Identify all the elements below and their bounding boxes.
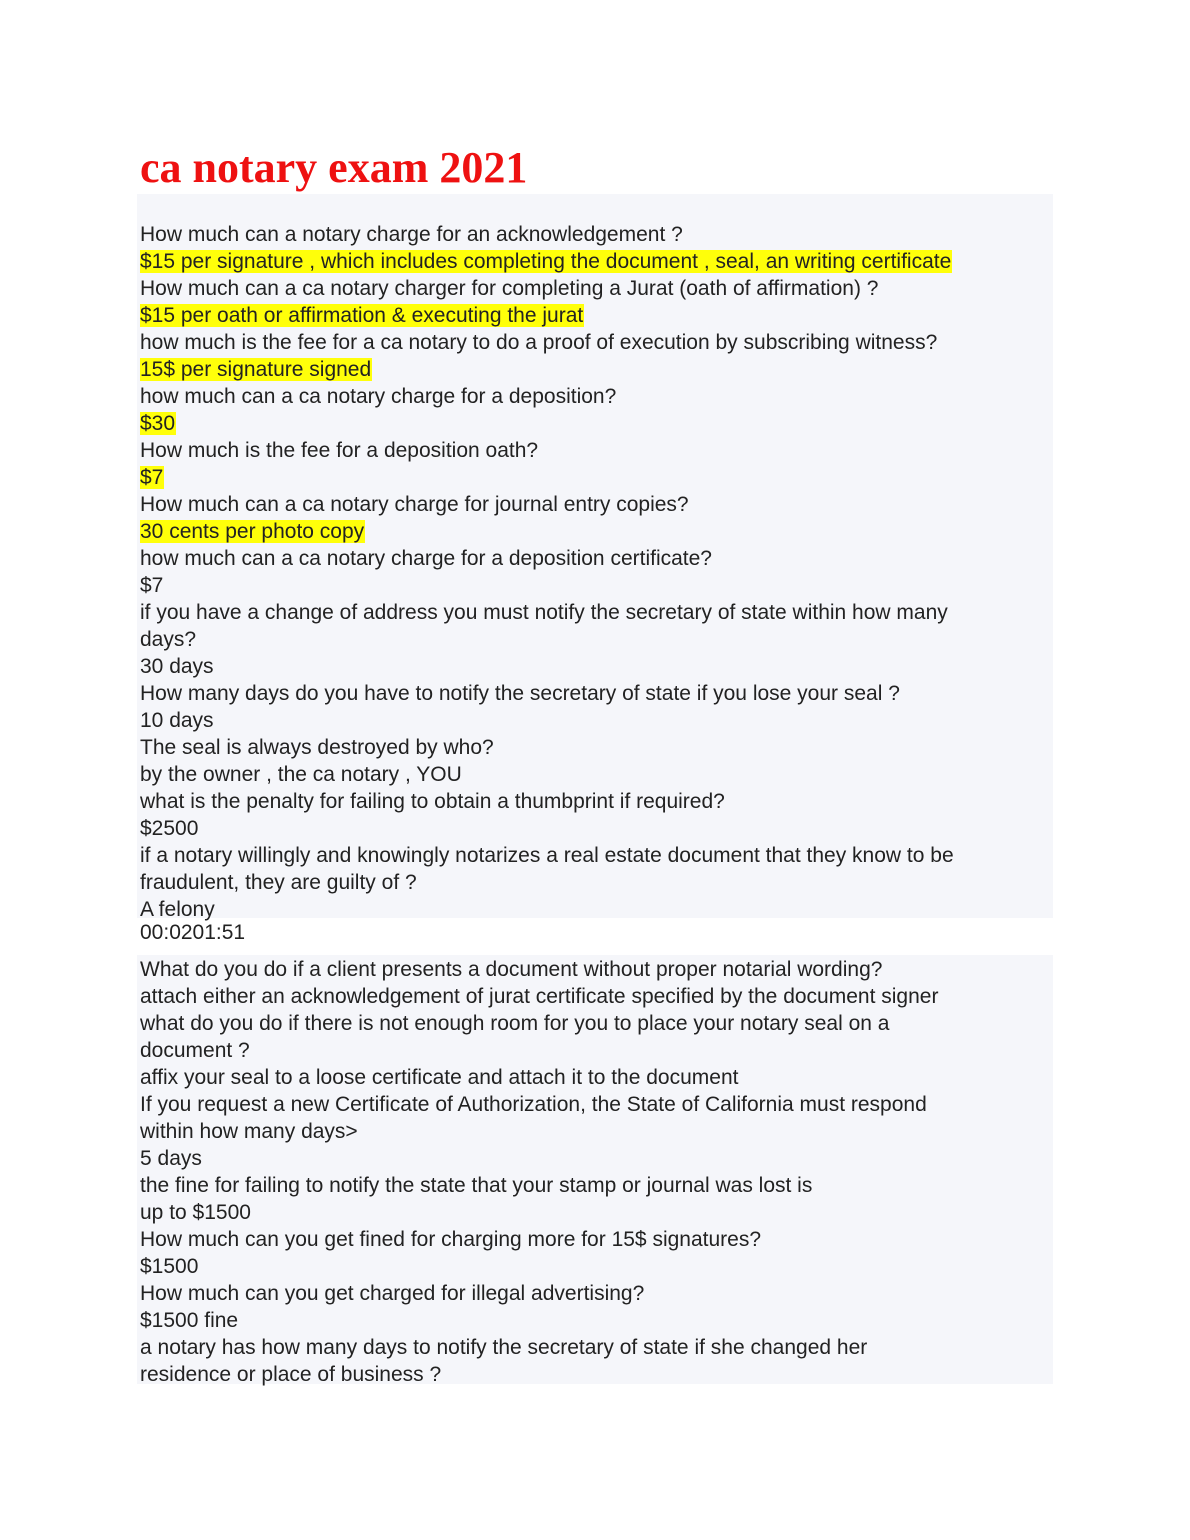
- line-text: if a notary willingly and knowingly notarizes a real estate document that they know to be: [140, 844, 954, 867]
- answer-line: [140, 248, 1052, 275]
- flashcard-lines-2: [140, 956, 1052, 1388]
- text-line: [140, 491, 1052, 518]
- line-text: how much can a ca notary charge for a deposition certificate?: [140, 547, 712, 570]
- line-text: How much can a ca notary charger for completing a Jurat (oath of affirmation) ?: [140, 277, 879, 300]
- line-text: 5 days: [140, 1147, 202, 1170]
- text-line: [140, 788, 1052, 815]
- line-text: what do you do if there is not enough room for you to place your notary seal on a: [140, 1012, 890, 1035]
- text-line: [140, 626, 1052, 653]
- text-line: [140, 869, 1052, 896]
- line-text: 10 days: [140, 709, 214, 732]
- text-line: [140, 1307, 1052, 1334]
- line-text: days?: [140, 628, 197, 651]
- text-line: [140, 956, 1052, 983]
- line-text: If you request a new Certificate of Authorization, the State of California must respond: [140, 1093, 927, 1116]
- text-line: [140, 653, 1052, 680]
- text-line: [140, 707, 1052, 734]
- text-line: [140, 599, 1052, 626]
- line-text: 30 days: [140, 655, 214, 678]
- document-title: ca notary exam 2021: [140, 143, 528, 192]
- text-line: [140, 275, 1052, 302]
- line-text: document ?: [140, 1039, 250, 1062]
- text-line: [140, 1199, 1052, 1226]
- line-text: fraudulent, they are guilty of ?: [140, 871, 417, 894]
- text-line: [140, 572, 1052, 599]
- answer-line: [140, 302, 1052, 329]
- answer-line: [140, 356, 1052, 383]
- text-line: [140, 1064, 1052, 1091]
- text-line: [140, 1253, 1052, 1280]
- line-text: within how many days>: [140, 1120, 358, 1143]
- line-text: what is the penalty for failing to obtain a thumbprint if required?: [140, 790, 725, 813]
- line-text: up to $1500: [140, 1201, 251, 1224]
- line-text: $1500 fine: [140, 1309, 239, 1332]
- line-text: attach either an acknowledgement of jurat certificate specified by the document signer: [140, 985, 939, 1008]
- line-text: What do you do if a client presents a document without proper notarial wording?: [140, 958, 883, 981]
- text-line: [140, 329, 1052, 356]
- line-text: how much is the fee for a ca notary to do a proof of execution by subscribing witness?: [140, 331, 938, 354]
- line-text: How much is the fee for a deposition oath?: [140, 439, 539, 462]
- text-line: [140, 896, 1052, 923]
- text-line: [140, 761, 1052, 788]
- line-text: How many days do you have to notify the secretary of state if you lose your seal ?: [140, 682, 900, 705]
- line-text: how much can a ca notary charge for a deposition?: [140, 385, 617, 408]
- line-text: How much can a notary charge for an acknowledgement ?: [140, 223, 683, 246]
- text-line: [140, 1280, 1052, 1307]
- text-line: [140, 680, 1052, 707]
- line-text: by the owner , the ca notary , YOU: [140, 763, 462, 786]
- text-line: [140, 221, 1052, 248]
- line-text: the fine for failing to notify the state that your stamp or journal was lost is: [140, 1174, 813, 1197]
- flashcard-lines-1: [140, 221, 1052, 923]
- line-text: How much can a ca notary charge for journal entry copies?: [140, 493, 689, 516]
- highlighted-answer: $15 per signature , which includes completing the document , seal, an writing certificate: [140, 250, 952, 273]
- text-line: [140, 1010, 1052, 1037]
- text-line: [140, 545, 1052, 572]
- text-line: [140, 437, 1052, 464]
- text-line: [140, 1361, 1052, 1388]
- highlighted-answer: $30: [140, 412, 176, 435]
- line-text: $2500: [140, 817, 199, 840]
- line-text: if you have a change of address you must notify the secretary of state within how many: [140, 601, 948, 624]
- text-line: [140, 1145, 1052, 1172]
- highlighted-answer: 30 cents per photo copy: [140, 520, 365, 543]
- line-text: A felony: [140, 898, 215, 921]
- line-text: a notary has how many days to notify the secretary of state if she changed her: [140, 1336, 868, 1359]
- line-text: residence or place of business ?: [140, 1363, 442, 1386]
- text-line: [140, 815, 1052, 842]
- answer-line: [140, 410, 1052, 437]
- text-line: [140, 1226, 1052, 1253]
- line-text: $7: [140, 574, 164, 597]
- highlighted-answer: $7: [140, 466, 164, 489]
- text-line: [140, 983, 1052, 1010]
- highlighted-answer: 15$ per signature signed: [140, 358, 372, 381]
- line-text: affix your seal to a loose certificate and attach it to the document: [140, 1066, 739, 1089]
- text-line: [140, 1091, 1052, 1118]
- text-line: [140, 842, 1052, 869]
- text-line: [140, 1118, 1052, 1145]
- text-line: [140, 1172, 1052, 1199]
- highlighted-answer: $15 per oath or affirmation & executing the jurat: [140, 304, 584, 327]
- answer-line: [140, 464, 1052, 491]
- line-text: How much can you get charged for illegal advertising?: [140, 1282, 645, 1305]
- text-line: [140, 1334, 1052, 1361]
- text-line: [140, 734, 1052, 761]
- line-text: How much can you get fined for charging more for 15$ signatures?: [140, 1228, 762, 1251]
- line-text: The seal is always destroyed by who?: [140, 736, 494, 759]
- line-text: $1500: [140, 1255, 199, 1278]
- text-line: [140, 383, 1052, 410]
- text-line: [140, 1037, 1052, 1064]
- timestamp-text: 00:0201:51: [140, 921, 246, 944]
- answer-line: [140, 518, 1052, 545]
